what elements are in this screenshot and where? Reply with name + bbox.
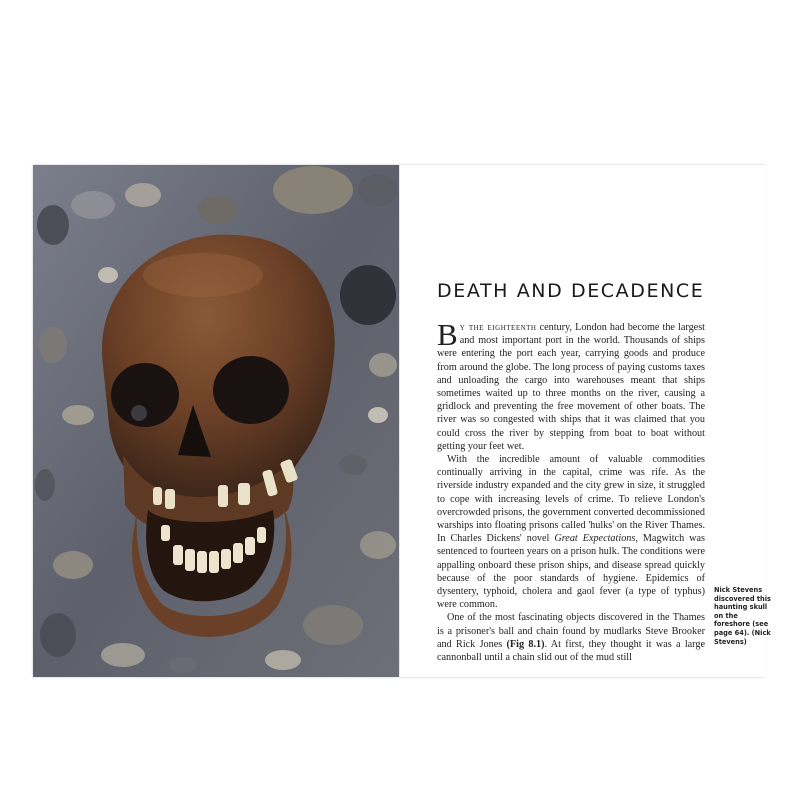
drop-cap: B — [437, 317, 458, 352]
paragraph-2-text-a: With the incredible amount of valuable commodities continually arriving in the capital, crime was rife. As the riverside industry expanded and the city grew in size, it struggled to cope with increasing levels of crime. To relieve London's overcrowded prisons, the government converted decommissioned warships into floating prisons called 'hulks' on the River Thames. In Charles Dickens' novel — [437, 454, 705, 545]
body-text — [437, 317, 706, 664]
paragraph-2-text-b: , Magwitch was sentenced to fourteen years on a prison hulk. The conditions were appalling onboard these prison ships, and disease spread quickly because of the poor standards of hygiene. Epidemics of dysentery, typhoid, cholera and gaol fever (a type of typhus) were common. — [437, 533, 705, 611]
paragraph-3-text-a: One of the most fascinating objects discovered in the Thames is a prisoner's ball and chain found by mudlarks Steve Brooker and Rick Jones — [437, 612, 705, 650]
figure-reference: (Fig 8.1) — [506, 638, 545, 650]
paragraph-1-text: century, London had become the largest and most important port in the world. Thousands of ships were entering the port each year, carrying goods and produce from around the globe. The long process of paying customs taxes and unloading the cargo into warehouses meant that ships sometimes waited up to three months on the river, causing a gridlock and preventing the free movement of other boats. The river was so congested with ships that it was claimed that you could cross the river by stepping from boat to boat without getting your feet wet. — [437, 322, 705, 452]
paragraph-3-text-b: . At first, they thought it was a large cannonball until a chain slid out of the mud still — [437, 638, 706, 664]
skull-photo-illustration — [33, 165, 399, 677]
chapter-title: DEATH AND DECADENCE — [437, 280, 705, 302]
book-title-italic: Great Expectations — [554, 533, 636, 545]
photo-caption: Nick Stevens discovered this haunting skull on the foreshore (see page 64). (Nick Stevens) — [714, 586, 771, 646]
paragraph-2 — [437, 453, 705, 611]
text-page — [399, 165, 771, 677]
skull-photo — [33, 165, 399, 677]
paragraph-3 — [437, 611, 705, 664]
paragraph-1-smallcaps: y the eighteenth — [459, 322, 537, 333]
paragraph-1 — [437, 317, 705, 453]
book-spread — [33, 165, 771, 677]
